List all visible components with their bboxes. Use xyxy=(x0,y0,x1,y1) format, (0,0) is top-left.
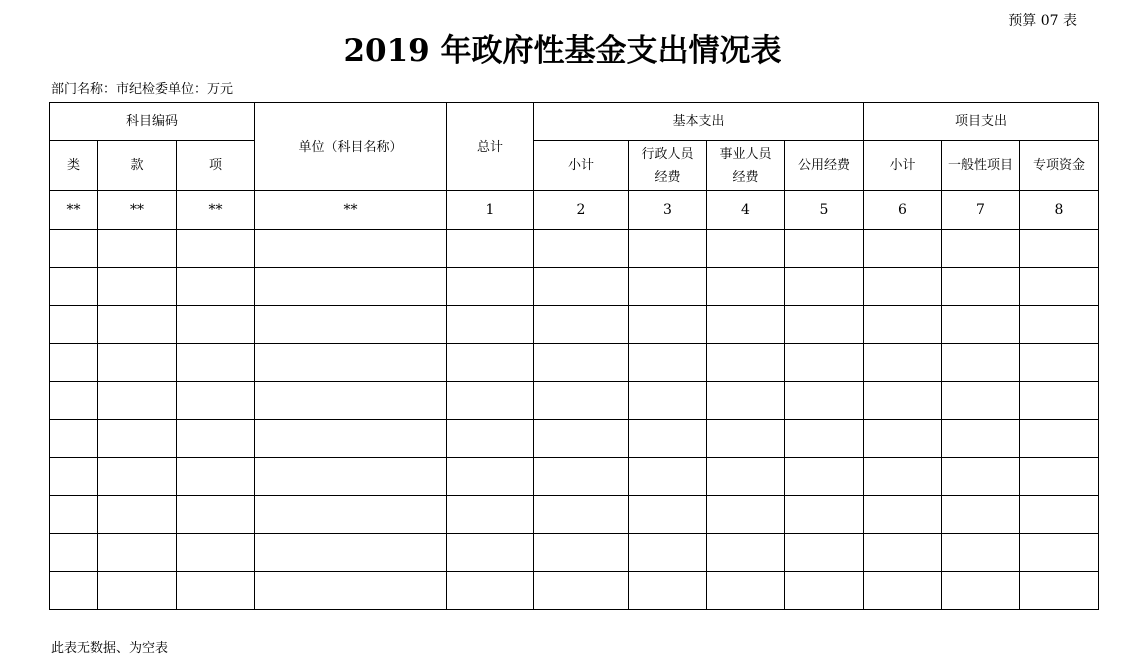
table-cell xyxy=(785,496,864,534)
table-cell xyxy=(707,534,785,572)
form-code: 预算 07 表 xyxy=(1008,13,1077,29)
table-cell xyxy=(864,344,942,382)
table-cell xyxy=(942,496,1020,534)
table-row xyxy=(50,268,1099,306)
index-cell: 5 xyxy=(785,191,864,230)
index-cell: 6 xyxy=(864,191,942,230)
table-cell xyxy=(98,344,177,382)
table-cell xyxy=(98,534,177,572)
table-cell xyxy=(1020,268,1099,306)
table-cell xyxy=(534,382,629,420)
page-title: 2019 年政府性基金支出情况表 xyxy=(343,33,782,69)
table-cell xyxy=(942,230,1020,268)
header-admin-staff-cost xyxy=(629,141,707,191)
index-cell: ** xyxy=(50,191,98,230)
table-cell xyxy=(50,572,98,610)
table-cell xyxy=(50,306,98,344)
table-cell xyxy=(1020,496,1099,534)
index-cell: ** xyxy=(177,191,255,230)
table-cell xyxy=(785,458,864,496)
table-cell xyxy=(447,458,534,496)
table-cell xyxy=(707,344,785,382)
table-cell xyxy=(447,306,534,344)
header-unit-name: 单位（科目名称） xyxy=(255,103,447,191)
table-cell xyxy=(629,382,707,420)
index-cell: 4 xyxy=(707,191,785,230)
table-cell xyxy=(255,382,447,420)
table-cell xyxy=(50,534,98,572)
table-cell xyxy=(98,230,177,268)
index-cell: 7 xyxy=(942,191,1020,230)
table-row xyxy=(50,572,1099,610)
table-cell xyxy=(255,572,447,610)
table-cell xyxy=(255,534,447,572)
table-row xyxy=(50,344,1099,382)
table-cell xyxy=(255,268,447,306)
table-cell xyxy=(534,306,629,344)
index-cell: ** xyxy=(255,191,447,230)
table-cell xyxy=(447,420,534,458)
table-row xyxy=(50,496,1099,534)
header-row-1 xyxy=(50,103,1099,141)
table-cell xyxy=(707,268,785,306)
table-cell xyxy=(942,306,1020,344)
table-cell xyxy=(534,572,629,610)
table-row xyxy=(50,306,1099,344)
header-institution-staff-cost-line2: 经费 xyxy=(732,169,759,185)
table-cell xyxy=(785,344,864,382)
table-cell xyxy=(255,230,447,268)
header-project-subtotal: 小计 xyxy=(864,141,942,191)
table-cell xyxy=(98,306,177,344)
table-cell xyxy=(177,534,255,572)
table-cell xyxy=(864,534,942,572)
table-cell xyxy=(534,534,629,572)
header-section: 款 xyxy=(98,141,177,191)
table-cell xyxy=(255,306,447,344)
index-cell: 3 xyxy=(629,191,707,230)
table-cell xyxy=(942,534,1020,572)
table-cell xyxy=(942,572,1020,610)
table-cell xyxy=(629,268,707,306)
index-cell: ** xyxy=(98,191,177,230)
header-admin-staff-cost-line1: 行政人员 xyxy=(641,146,694,162)
table-cell xyxy=(785,306,864,344)
table-cell xyxy=(1020,344,1099,382)
table-cell xyxy=(50,496,98,534)
table-cell xyxy=(1020,382,1099,420)
table-cell xyxy=(1020,420,1099,458)
table-cell xyxy=(255,420,447,458)
table-cell xyxy=(629,496,707,534)
table-cell xyxy=(98,496,177,534)
table-cell xyxy=(942,420,1020,458)
table-cell xyxy=(707,306,785,344)
table-cell xyxy=(707,382,785,420)
table-row xyxy=(50,458,1099,496)
table-cell xyxy=(534,420,629,458)
table-cell xyxy=(707,458,785,496)
table-cell xyxy=(177,458,255,496)
table-cell xyxy=(785,534,864,572)
header-item: 项 xyxy=(177,141,255,191)
table-cell xyxy=(864,572,942,610)
table-cell xyxy=(864,306,942,344)
table-cell xyxy=(1020,230,1099,268)
table-cell xyxy=(864,268,942,306)
table-cell xyxy=(50,382,98,420)
table-cell xyxy=(1020,534,1099,572)
fund-expenditure-table xyxy=(49,102,1099,610)
table-cell xyxy=(864,420,942,458)
table-cell xyxy=(629,230,707,268)
header-row-2 xyxy=(50,141,1099,191)
table-row xyxy=(50,534,1099,572)
table-cell xyxy=(707,230,785,268)
table-cell xyxy=(785,420,864,458)
table-cell xyxy=(98,572,177,610)
table-cell xyxy=(864,496,942,534)
table-cell xyxy=(50,458,98,496)
table-cell xyxy=(534,458,629,496)
table-cell xyxy=(1020,458,1099,496)
index-cell: 2 xyxy=(534,191,629,230)
header-basic-subtotal: 小计 xyxy=(534,141,629,191)
table-cell xyxy=(447,344,534,382)
table-cell xyxy=(447,268,534,306)
header-project-expenditure: 项目支出 xyxy=(864,103,1099,141)
table-cell xyxy=(50,420,98,458)
table-cell xyxy=(177,230,255,268)
header-category: 类 xyxy=(50,141,98,191)
table-cell xyxy=(98,268,177,306)
table-cell xyxy=(707,420,785,458)
table-cell xyxy=(177,344,255,382)
table-cell xyxy=(534,496,629,534)
header-special-fund: 专项资金 xyxy=(1020,141,1099,191)
table-cell xyxy=(447,496,534,534)
table-cell xyxy=(177,268,255,306)
table-cell xyxy=(942,382,1020,420)
table-cell xyxy=(707,496,785,534)
table-cell xyxy=(629,572,707,610)
table-cell xyxy=(942,344,1020,382)
header-basic-expenditure: 基本支出 xyxy=(534,103,864,141)
header-public-cost: 公用经费 xyxy=(785,141,864,191)
table-cell xyxy=(98,458,177,496)
table-cell xyxy=(534,230,629,268)
header-total: 总计 xyxy=(447,103,534,191)
table-cell xyxy=(629,306,707,344)
table-cell xyxy=(864,230,942,268)
table-cell xyxy=(447,230,534,268)
table-cell xyxy=(177,572,255,610)
table-cell xyxy=(255,458,447,496)
table-cell xyxy=(785,230,864,268)
table-cell xyxy=(534,344,629,382)
table-cell xyxy=(1020,572,1099,610)
table-cell xyxy=(255,496,447,534)
table-cell xyxy=(864,382,942,420)
header-admin-staff-cost-line2: 经费 xyxy=(654,169,681,185)
table-cell xyxy=(629,534,707,572)
table-cell xyxy=(785,382,864,420)
table-cell xyxy=(629,344,707,382)
table-cell xyxy=(707,572,785,610)
table-cell xyxy=(942,458,1020,496)
header-institution-staff-cost-line1: 事业人员 xyxy=(719,146,772,162)
table-cell xyxy=(50,268,98,306)
empty-table-note: 此表无数据、为空表 xyxy=(51,641,169,656)
table-cell xyxy=(255,344,447,382)
table-cell xyxy=(177,306,255,344)
index-cell: 1 xyxy=(447,191,534,230)
table-cell xyxy=(50,344,98,382)
table-row xyxy=(50,230,1099,268)
table-cell xyxy=(785,572,864,610)
header-general-project: 一般性项目 xyxy=(942,141,1020,191)
header-institution-staff-cost xyxy=(707,141,785,191)
table-cell xyxy=(177,496,255,534)
table-cell xyxy=(629,458,707,496)
table-cell xyxy=(1020,306,1099,344)
table-cell xyxy=(864,458,942,496)
table-cell xyxy=(177,382,255,420)
index-cell: 8 xyxy=(1020,191,1099,230)
table-cell xyxy=(447,382,534,420)
header-subject-code: 科目编码 xyxy=(50,103,255,141)
table-cell xyxy=(177,420,255,458)
table-cell xyxy=(447,572,534,610)
index-row xyxy=(50,191,1099,230)
table-row xyxy=(50,382,1099,420)
table-cell xyxy=(785,268,864,306)
table-cell xyxy=(98,420,177,458)
table-cell xyxy=(447,534,534,572)
department-unit-info: 部门名称：市纪检委单位：万元 xyxy=(51,82,234,97)
table-cell xyxy=(98,382,177,420)
table-cell xyxy=(942,268,1020,306)
table-cell xyxy=(629,420,707,458)
table-row xyxy=(50,420,1099,458)
table-cell xyxy=(534,268,629,306)
table-cell xyxy=(50,230,98,268)
